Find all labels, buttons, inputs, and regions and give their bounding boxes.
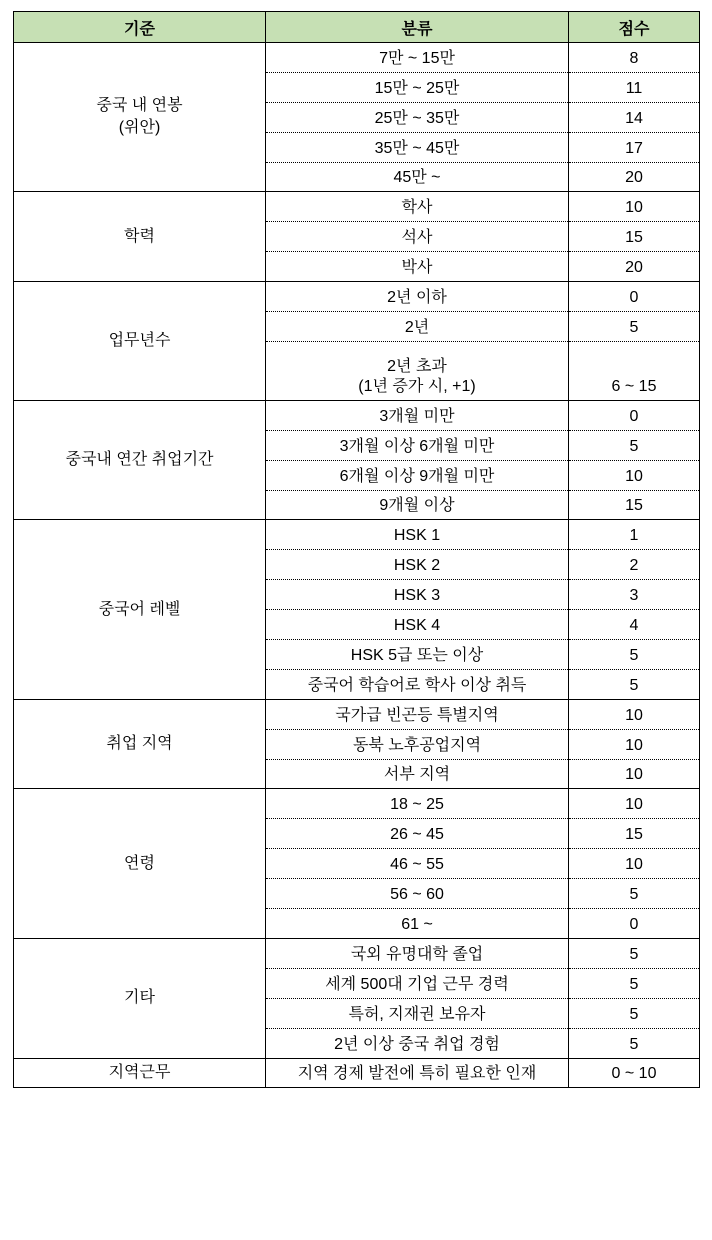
category-cell xyxy=(266,520,569,550)
criterion-label: 취업 지역 xyxy=(106,735,173,753)
score-table-container xyxy=(13,11,699,1088)
score-cell: 10 xyxy=(569,699,700,729)
category-cell xyxy=(266,819,569,849)
table-row xyxy=(14,43,700,73)
table-row xyxy=(14,282,700,312)
category-cell xyxy=(266,400,569,430)
category-label: 2년 이상 중국 취업 경험 xyxy=(334,1035,500,1053)
category-label: 서부 지역 xyxy=(383,766,451,784)
score-cell: 0 ~ 10 xyxy=(569,1058,700,1088)
category-cell xyxy=(266,640,569,670)
criterion-cell xyxy=(14,282,266,401)
criterion-cell xyxy=(14,520,266,699)
category-label: 35만 ~ 45만 xyxy=(374,139,460,157)
category-label: 지역 경제 발전에 특히 필요한 인재 xyxy=(297,1065,537,1083)
category-cell xyxy=(266,282,569,312)
category-label: 동북 노후공업지역 xyxy=(352,736,482,754)
category-cell xyxy=(266,222,569,252)
category-cell xyxy=(266,1028,569,1058)
category-cell xyxy=(266,729,569,759)
category-cell xyxy=(266,72,569,102)
header-score: 점수 xyxy=(569,12,700,43)
category-cell xyxy=(266,341,569,400)
score-cell: 10 xyxy=(569,759,700,789)
criterion-label: 기타 xyxy=(124,989,155,1007)
criterion-cell xyxy=(14,938,266,1058)
criterion-label: 지역근무 xyxy=(108,1063,171,1081)
category-cell xyxy=(266,759,569,789)
category-label: 56 ~ 60 xyxy=(390,886,444,904)
category-label: 25만 ~ 35만 xyxy=(374,109,460,127)
criterion-cell xyxy=(14,699,266,789)
score-cell: 5 xyxy=(569,1028,700,1058)
table-row xyxy=(14,520,700,550)
score-cell: 10 xyxy=(569,789,700,819)
score-cell: 17 xyxy=(569,132,700,162)
header-category: 분류 xyxy=(266,12,569,43)
category-cell xyxy=(266,1058,569,1088)
category-cell xyxy=(266,162,569,192)
category-label: (1년 증가 시, +1) xyxy=(358,377,476,395)
criterion-label: 중국내 연간 취업기간 xyxy=(65,451,214,469)
criterion-label: (위안) xyxy=(118,119,161,137)
score-cell: 6 ~ 15 xyxy=(569,341,700,400)
category-label: 3개월 미만 xyxy=(379,407,455,425)
category-cell xyxy=(266,789,569,819)
criterion-cell xyxy=(14,43,266,192)
criterion-label: 연령 xyxy=(124,854,155,872)
score-cell: 15 xyxy=(569,222,700,252)
score-cell: 10 xyxy=(569,729,700,759)
score-cell: 10 xyxy=(569,849,700,879)
criterion-cell xyxy=(14,192,266,282)
score-cell: 15 xyxy=(569,819,700,849)
table-header-row xyxy=(14,12,700,43)
criterion-cell xyxy=(14,1058,266,1088)
category-cell xyxy=(266,460,569,490)
category-label: 15만 ~ 25만 xyxy=(374,79,460,97)
score-cell: 5 xyxy=(569,669,700,699)
score-cell: 5 xyxy=(569,968,700,998)
category-cell xyxy=(266,550,569,580)
criterion-label: 중국어 레벨 xyxy=(98,600,181,618)
category-label: HSK 3 xyxy=(393,587,441,605)
category-label: HSK 2 xyxy=(393,557,441,575)
category-cell xyxy=(266,909,569,939)
score-cell: 5 xyxy=(569,938,700,968)
score-cell: 4 xyxy=(569,610,700,640)
category-label: 3개월 이상 6개월 미만 xyxy=(339,437,495,455)
header-criterion: 기준 xyxy=(14,12,266,43)
category-label: 박사 xyxy=(401,259,433,277)
category-label: 18 ~ 25 xyxy=(390,796,444,814)
criterion-label: 업무년수 xyxy=(108,332,171,350)
category-cell xyxy=(266,132,569,162)
table-row xyxy=(14,192,700,222)
score-cell: 0 xyxy=(569,909,700,939)
category-cell xyxy=(266,102,569,132)
category-label: HSK 4 xyxy=(393,617,441,635)
category-label: 세계 500대 기업 근무 경력 xyxy=(325,975,509,993)
criterion-cell xyxy=(14,400,266,520)
category-cell xyxy=(266,938,569,968)
category-label: 중국어 학습어로 학사 이상 취득 xyxy=(307,676,527,694)
score-cell: 15 xyxy=(569,490,700,520)
criterion-label: 중국 내 연봉 xyxy=(96,97,183,115)
category-label: 6개월 이상 9개월 미만 xyxy=(339,467,495,485)
category-cell xyxy=(266,430,569,460)
category-cell xyxy=(266,968,569,998)
category-cell xyxy=(266,879,569,909)
score-cell: 8 xyxy=(569,43,700,73)
score-cell: 0 xyxy=(569,400,700,430)
score-cell: 14 xyxy=(569,102,700,132)
category-label: 61 ~ xyxy=(401,915,433,933)
category-label: 국가급 빈곤등 특별지역 xyxy=(335,706,499,724)
category-cell xyxy=(266,669,569,699)
category-cell xyxy=(266,998,569,1028)
category-cell xyxy=(266,43,569,73)
category-label: HSK 5급 또는 이상 xyxy=(350,646,484,664)
table-row xyxy=(14,789,700,819)
category-label: 45만 ~ xyxy=(393,169,441,187)
category-cell xyxy=(266,580,569,610)
score-cell: 10 xyxy=(569,460,700,490)
category-label: HSK 1 xyxy=(393,527,441,545)
score-cell: 0 xyxy=(569,282,700,312)
table-row xyxy=(14,400,700,430)
score-cell: 2 xyxy=(569,550,700,580)
category-label: 9개월 이상 xyxy=(379,497,455,515)
category-cell xyxy=(266,252,569,282)
score-cell: 3 xyxy=(569,580,700,610)
score-cell: 5 xyxy=(569,879,700,909)
category-label: 석사 xyxy=(401,229,433,247)
table-row xyxy=(14,699,700,729)
score-cell: 5 xyxy=(569,640,700,670)
table-row xyxy=(14,1058,700,1088)
score-cell: 5 xyxy=(569,312,700,342)
table-row xyxy=(14,938,700,968)
category-label: 2년 이하 xyxy=(387,289,447,307)
score-cell: 10 xyxy=(569,192,700,222)
category-label: 2년 초과 xyxy=(387,357,447,375)
category-label: 2년 xyxy=(404,318,430,336)
category-cell xyxy=(266,312,569,342)
score-cell: 20 xyxy=(569,162,700,192)
category-label: 국외 유명대학 졸업 xyxy=(350,945,484,963)
score-cell: 1 xyxy=(569,520,700,550)
category-label: 특허, 지재권 보유자 xyxy=(348,1005,486,1023)
category-label: 학사 xyxy=(401,199,433,217)
category-label: 7만 ~ 15만 xyxy=(379,49,455,67)
category-cell xyxy=(266,699,569,729)
points-score-table xyxy=(13,11,700,1088)
criterion-cell xyxy=(14,789,266,938)
score-cell: 11 xyxy=(569,72,700,102)
table-body xyxy=(14,43,700,1088)
criterion-label: 학력 xyxy=(124,227,155,245)
category-cell xyxy=(266,849,569,879)
category-label: 46 ~ 55 xyxy=(390,856,444,874)
score-cell: 5 xyxy=(569,430,700,460)
category-cell xyxy=(266,490,569,520)
score-cell: 20 xyxy=(569,252,700,282)
category-cell xyxy=(266,192,569,222)
score-cell: 5 xyxy=(569,998,700,1028)
category-cell xyxy=(266,610,569,640)
category-label: 26 ~ 45 xyxy=(390,826,444,844)
